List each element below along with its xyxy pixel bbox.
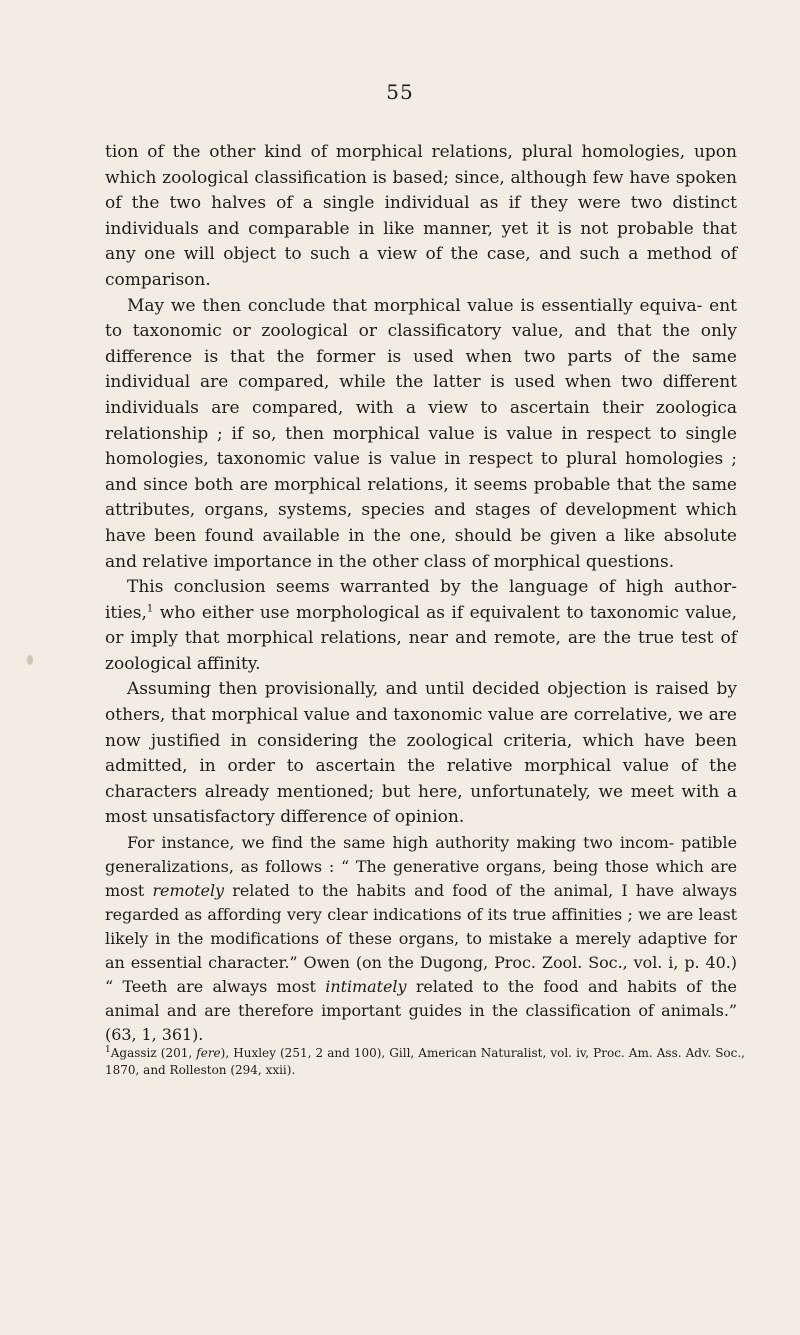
footnote-reference: 1 xyxy=(146,603,154,615)
emphasis-intimately: intimately xyxy=(325,977,407,997)
emphasis-remotely: remotely xyxy=(152,881,225,901)
paragraph-instance-text-1: For instance, we find the same high authority making two incom- patible generalizations, as follows : “ The generative organs, being those which are most xyxy=(105,833,737,901)
page-number: 55 xyxy=(386,80,414,104)
paragraph-authorities xyxy=(105,575,737,677)
paragraph-instance-text-2: related to the habits and food of the animal, I have always regarded as affording very clear indications of its true affinities ; we are least likely in the modifications of these organs, to mistake a merely adaptive for an essential character.” Owen (on the Dugong, Proc. Zool. Soc., vol. i, p. 40.) “ Teeth are always most xyxy=(105,881,737,997)
footnote-emphasis: fere xyxy=(196,1046,221,1060)
paragraph-conclusion: May we then conclude that morphical value is essentially equiva- ent to taxonomic or zoological or classificatory value, and that the only difference is that the former is used when two parts of the same individual are compared, while the latter is used when two different individuals are compared, with a view to ascertain their zoologica relationship ; if so, then morphical value is value in respect to single homologies, taxonomic value is value in respect to plural homologies ; and since both are morphical relations, it seems probable that the same attributes, organs, systems, species and stages of development which have been found available in the one, should be given a like absolute and relative importance in the other class of morphical questions. xyxy=(105,295,737,572)
paragraph-authorities-text-2: who either use morphological as if equivalent to taxonomic value, or imply that morphical relations, near and remote, are the true test of zoological affinity. xyxy=(105,602,737,674)
paragraph-instance-text-3: related to the food and habits of the animal and are therefore important guides in the classification of animals.” (63, 1, 361). xyxy=(105,977,737,1045)
paragraph-continuation: tion of the other kind of morphical relations, plural homologies, upon which zoological classification is based; since, although few have spoken of the two halves of a single individual as if they were two distinct individuals and comparable in like manner, yet it is not probable that any one will object to such a view of the case, and such a method of comparison. xyxy=(105,142,737,290)
paragraph-authorities-text-1: This conclusion seems warranted by the language of high author- ities, xyxy=(105,577,737,623)
paragraph-assuming: Assuming then provisionally, and until decided objection is raised by others, that morphical value and taxonomic value are correlative, we are now justified in considering the zoological criteria, which have been admitted, in order to ascertain the relative morphical value of the characters already mentioned; but here, unfortunately, we meet with a most unsatisfactory difference of opinion. xyxy=(105,679,737,828)
page-stain xyxy=(27,655,33,665)
footnote-mark: 1 xyxy=(105,1045,111,1055)
footnote-text-2: ), Huxley (251, 2 and 100), Gill, American Naturalist, vol. iv, Proc. Am. Ass. Adv. Soc., 1870, and Rolleston (294, xxii). xyxy=(105,1046,746,1077)
body-text xyxy=(105,140,737,1047)
footnote-text-1: Agassiz (201, xyxy=(110,1046,197,1060)
paragraph-instance xyxy=(105,831,737,1047)
footnote xyxy=(105,1045,745,1079)
